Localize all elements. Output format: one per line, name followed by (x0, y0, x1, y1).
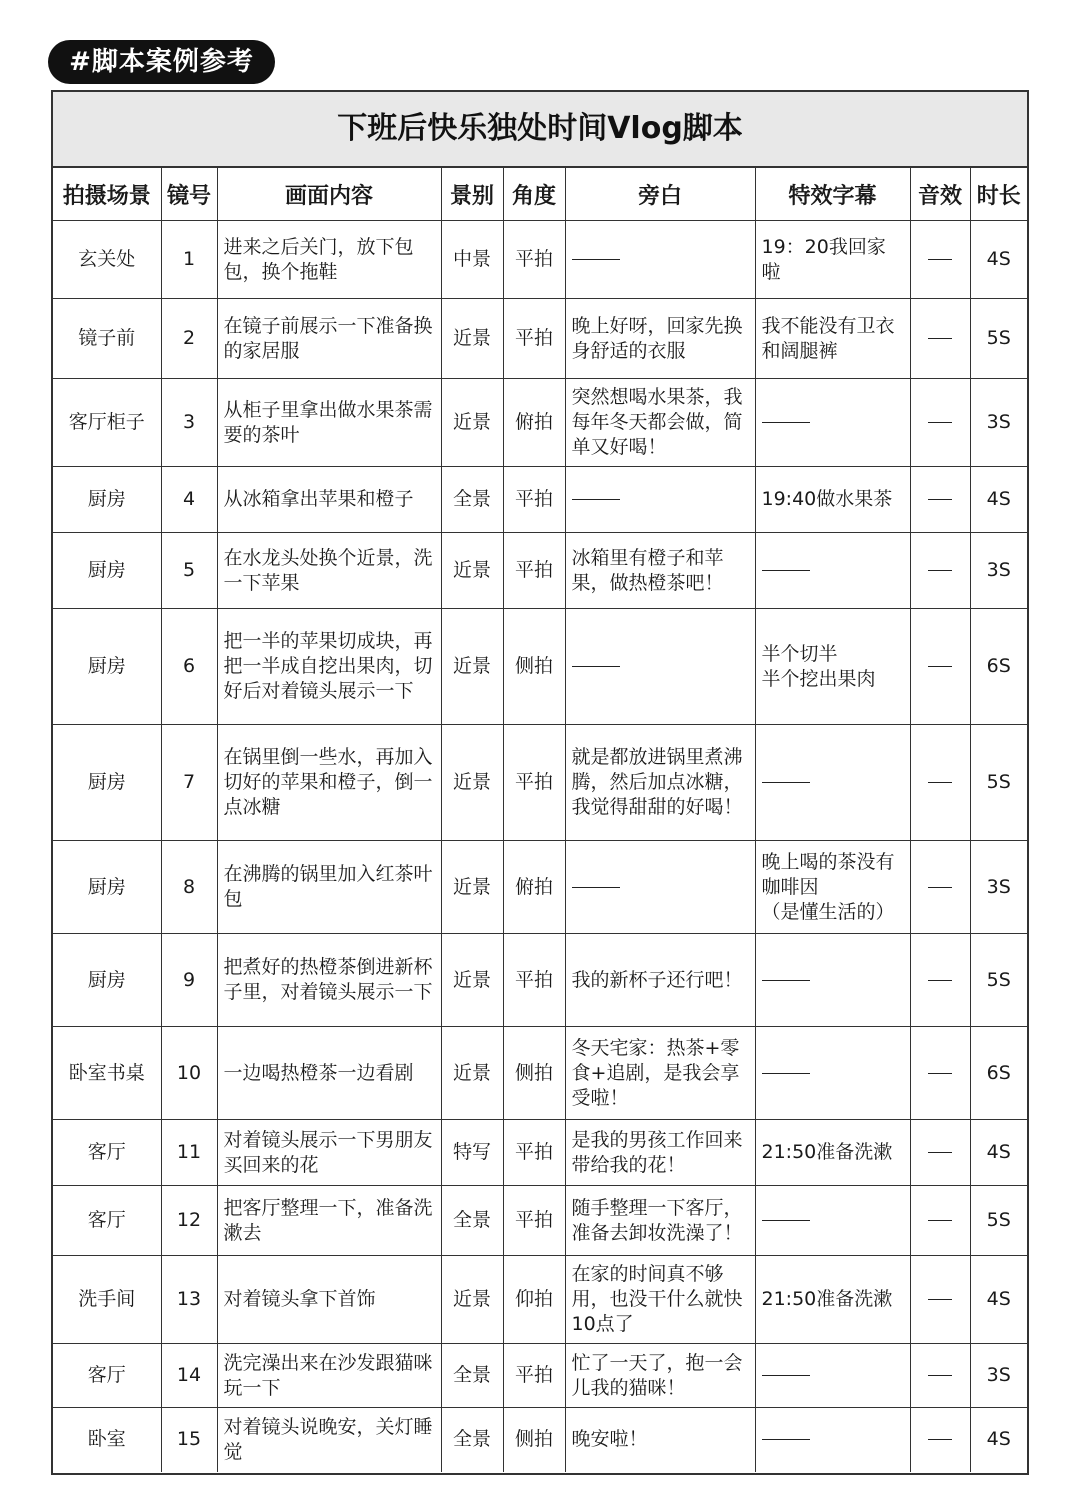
empty-dash (762, 1375, 810, 1376)
empty-dash (928, 259, 952, 260)
cell-narration: 就是都放进锅里煮沸腾，然后加点冰糖，我觉得甜甜的好喝！ (565, 725, 755, 841)
empty-dash (928, 782, 952, 783)
cell-content: 对着镜头展示一下男朋友买回来的花 (217, 1120, 441, 1186)
cell-duration: 3S (970, 841, 1027, 934)
cell-narration: 冰箱里有橙子和苹果，做热橙茶吧！ (565, 533, 755, 609)
section-tag: #脚本案例参考 (48, 40, 275, 84)
cell-sfx (910, 725, 970, 841)
empty-dash (762, 422, 810, 423)
cell-subtitle (755, 1344, 910, 1408)
table-row (53, 725, 1027, 841)
cell-scene: 客厅 (53, 1186, 161, 1256)
empty-dash (928, 980, 952, 981)
cell-shot-size: 近景 (441, 533, 503, 609)
table-row (53, 533, 1027, 609)
cell-shot-size: 全景 (441, 1408, 503, 1472)
script-table (53, 168, 1027, 1472)
empty-dash (928, 1375, 952, 1376)
cell-duration: 3S (970, 379, 1027, 467)
col-header-content: 画面内容 (217, 168, 441, 221)
cell-sfx (910, 1027, 970, 1120)
cell-content: 洗完澡出来在沙发跟猫咪玩一下 (217, 1344, 441, 1408)
cell-content: 从冰箱拿出苹果和橙子 (217, 467, 441, 533)
cell-subtitle-line: 半个切半 (761, 642, 838, 665)
cell-sfx (910, 934, 970, 1027)
table-row (53, 1408, 1027, 1472)
cell-duration: 5S (970, 725, 1027, 841)
cell-duration: 3S (970, 533, 1027, 609)
cell-shot: 10 (161, 1027, 217, 1120)
cell-duration: 4S (970, 221, 1027, 299)
table-row (53, 934, 1027, 1027)
cell-scene: 洗手间 (53, 1256, 161, 1344)
col-header-shot: 镜号 (161, 168, 217, 221)
cell-narration: 是我的男孩工作回来带给我的花！ (565, 1120, 755, 1186)
empty-dash (928, 666, 952, 667)
cell-angle: 侧拍 (503, 1408, 565, 1472)
cell-subtitle: 21:50准备洗漱 (755, 1120, 910, 1186)
cell-angle: 俯拍 (503, 379, 565, 467)
cell-narration: 晚安啦！ (565, 1408, 755, 1472)
empty-dash (762, 570, 810, 571)
cell-narration: 晚上好呀，回家先换身舒适的衣服 (565, 299, 755, 379)
cell-scene: 厨房 (53, 467, 161, 533)
col-header-subtitle: 特效字幕 (755, 168, 910, 221)
cell-shot-size: 近景 (441, 379, 503, 467)
cell-shot-size: 特写 (441, 1120, 503, 1186)
cell-sfx (910, 533, 970, 609)
cell-subtitle: 19:40做水果茶 (755, 467, 910, 533)
cell-sfx (910, 609, 970, 725)
cell-subtitle: 我不能没有卫衣和阔腿裤 (755, 299, 910, 379)
cell-subtitle-line: （是懂生活的） (761, 900, 895, 923)
cell-scene: 客厅柜子 (53, 379, 161, 467)
empty-dash (762, 980, 810, 981)
cell-sfx (910, 1408, 970, 1472)
cell-angle: 平拍 (503, 533, 565, 609)
cell-duration: 4S (970, 1408, 1027, 1472)
cell-shot: 4 (161, 467, 217, 533)
cell-shot: 1 (161, 221, 217, 299)
cell-scene: 厨房 (53, 533, 161, 609)
cell-subtitle (755, 1408, 910, 1472)
col-header-narration: 旁白 (565, 168, 755, 221)
cell-angle: 平拍 (503, 934, 565, 1027)
cell-sfx (910, 1120, 970, 1186)
cell-content: 把煮好的热橙茶倒进新杯子里，对着镜头展示一下 (217, 934, 441, 1027)
cell-subtitle: 19：20我回家啦 (755, 221, 910, 299)
cell-duration: 4S (970, 1120, 1027, 1186)
cell-scene: 厨房 (53, 609, 161, 725)
cell-sfx (910, 467, 970, 533)
empty-dash (928, 338, 952, 339)
empty-dash (762, 1073, 810, 1074)
empty-dash (572, 499, 620, 500)
cell-scene: 厨房 (53, 725, 161, 841)
table-row (53, 841, 1027, 934)
cell-shot: 12 (161, 1186, 217, 1256)
script-body (53, 221, 1027, 1472)
table-row (53, 1256, 1027, 1344)
table-row (53, 221, 1027, 299)
empty-dash (572, 887, 620, 888)
empty-dash (762, 1439, 810, 1440)
cell-shot: 6 (161, 609, 217, 725)
cell-content: 在镜子前展示一下准备换的家居服 (217, 299, 441, 379)
cell-subtitle (755, 725, 910, 841)
cell-angle: 侧拍 (503, 1027, 565, 1120)
cell-shot-size: 近景 (441, 1256, 503, 1344)
cell-sfx (910, 1186, 970, 1256)
cell-sfx (910, 379, 970, 467)
cell-content: 对着镜头说晚安，关灯睡觉 (217, 1408, 441, 1472)
cell-scene: 玄关处 (53, 221, 161, 299)
cell-duration: 5S (970, 934, 1027, 1027)
cell-duration: 6S (970, 1027, 1027, 1120)
cell-narration: 随手整理一下客厅，准备去卸妆洗澡了！ (565, 1186, 755, 1256)
cell-shot: 14 (161, 1344, 217, 1408)
cell-angle: 平拍 (503, 1120, 565, 1186)
cell-sfx (910, 299, 970, 379)
cell-duration: 3S (970, 1344, 1027, 1408)
cell-shot-size: 全景 (441, 1344, 503, 1408)
cell-shot: 13 (161, 1256, 217, 1344)
cell-shot: 5 (161, 533, 217, 609)
cell-shot-size: 近景 (441, 1027, 503, 1120)
col-header-sfx: 音效 (910, 168, 970, 221)
empty-dash (928, 1152, 952, 1153)
cell-angle: 平拍 (503, 1344, 565, 1408)
cell-angle: 平拍 (503, 467, 565, 533)
cell-shot-size: 全景 (441, 467, 503, 533)
cell-shot: 9 (161, 934, 217, 1027)
cell-scene: 厨房 (53, 841, 161, 934)
cell-scene: 厨房 (53, 934, 161, 1027)
cell-content: 在锅里倒一些水，再加入切好的苹果和橙子，倒一点冰糖 (217, 725, 441, 841)
col-header-scene: 拍摄场景 (53, 168, 161, 221)
empty-dash (928, 1073, 952, 1074)
cell-narration: 在家的时间真不够用，也没干什么就快10点了 (565, 1256, 755, 1344)
empty-dash (762, 782, 810, 783)
empty-dash (928, 1220, 952, 1221)
cell-content: 从柜子里拿出做水果茶需要的茶叶 (217, 379, 441, 467)
cell-scene: 卧室 (53, 1408, 161, 1472)
cell-subtitle (755, 1027, 910, 1120)
empty-dash (928, 422, 952, 423)
cell-subtitle-line: 晚上喝的茶没有咖啡因 (761, 850, 895, 898)
table-row (53, 1120, 1027, 1186)
cell-scene: 镜子前 (53, 299, 161, 379)
cell-content: 在沸腾的锅里加入红茶叶包 (217, 841, 441, 934)
cell-shot-size: 近景 (441, 934, 503, 1027)
cell-subtitle: 21:50准备洗漱 (755, 1256, 910, 1344)
cell-subtitle (755, 841, 910, 934)
cell-shot-size: 近景 (441, 725, 503, 841)
table-row (53, 379, 1027, 467)
empty-dash (572, 666, 620, 667)
cell-duration: 5S (970, 1186, 1027, 1256)
cell-narration: 忙了一天了，抱一会儿我的猫咪！ (565, 1344, 755, 1408)
cell-subtitle (755, 379, 910, 467)
cell-shot: 3 (161, 379, 217, 467)
cell-narration: 突然想喝水果茶，我每年冬天都会做，简单又好喝！ (565, 379, 755, 467)
cell-subtitle (755, 609, 910, 725)
table-row (53, 609, 1027, 725)
cell-shot-size: 近景 (441, 841, 503, 934)
cell-angle: 侧拍 (503, 609, 565, 725)
cell-narration (565, 609, 755, 725)
cell-duration: 6S (970, 609, 1027, 725)
cell-subtitle-line: 半个挖出果肉 (761, 667, 876, 690)
empty-dash (928, 499, 952, 500)
cell-shot: 8 (161, 841, 217, 934)
cell-subtitle (755, 533, 910, 609)
cell-content: 在水龙头处换个近景，洗一下苹果 (217, 533, 441, 609)
cell-subtitle (755, 1186, 910, 1256)
cell-angle: 平拍 (503, 725, 565, 841)
cell-duration: 4S (970, 467, 1027, 533)
empty-dash (572, 259, 620, 260)
cell-shot-size: 近景 (441, 609, 503, 725)
cell-narration: 冬天宅家：热茶+零食+追剧，是我会享受啦！ (565, 1027, 755, 1120)
cell-subtitle (755, 934, 910, 1027)
empty-dash (928, 1299, 952, 1300)
cell-narration (565, 467, 755, 533)
cell-shot: 7 (161, 725, 217, 841)
cell-sfx (910, 1256, 970, 1344)
col-header-duration: 时长 (970, 168, 1027, 221)
table-row (53, 299, 1027, 379)
cell-shot: 2 (161, 299, 217, 379)
cell-content: 进来之后关门，放下包包，换个拖鞋 (217, 221, 441, 299)
cell-angle: 平拍 (503, 299, 565, 379)
cell-duration: 5S (970, 299, 1027, 379)
cell-angle: 平拍 (503, 1186, 565, 1256)
cell-shot: 11 (161, 1120, 217, 1186)
cell-narration (565, 841, 755, 934)
cell-narration (565, 221, 755, 299)
cell-scene: 客厅 (53, 1120, 161, 1186)
col-header-angle: 角度 (503, 168, 565, 221)
cell-content: 一边喝热橙茶一边看剧 (217, 1027, 441, 1120)
empty-dash (762, 1220, 810, 1221)
cell-scene: 卧室书桌 (53, 1027, 161, 1120)
table-row (53, 1186, 1027, 1256)
cell-narration: 我的新杯子还行吧！ (565, 934, 755, 1027)
empty-dash (928, 1439, 952, 1440)
cell-angle: 仰拍 (503, 1256, 565, 1344)
col-header-size: 景别 (441, 168, 503, 221)
empty-dash (928, 887, 952, 888)
empty-dash (928, 570, 952, 571)
cell-sfx (910, 221, 970, 299)
table-row (53, 1344, 1027, 1408)
cell-sfx (910, 841, 970, 934)
header-row (53, 168, 1027, 221)
cell-shot: 15 (161, 1408, 217, 1472)
script-sheet (51, 90, 1029, 1475)
cell-scene: 客厅 (53, 1344, 161, 1408)
cell-content: 把一半的苹果切成块，再把一半成自挖出果肉，切好后对着镜头展示一下 (217, 609, 441, 725)
cell-angle: 俯拍 (503, 841, 565, 934)
cell-sfx (910, 1344, 970, 1408)
cell-content: 把客厅整理一下，准备洗漱去 (217, 1186, 441, 1256)
cell-shot-size: 中景 (441, 221, 503, 299)
script-title: 下班后快乐独处时间Vlog脚本 (53, 92, 1027, 168)
cell-shot-size: 全景 (441, 1186, 503, 1256)
table-row (53, 1027, 1027, 1120)
cell-angle: 平拍 (503, 221, 565, 299)
table-row (53, 467, 1027, 533)
cell-shot-size: 近景 (441, 299, 503, 379)
cell-content: 对着镜头拿下首饰 (217, 1256, 441, 1344)
cell-duration: 4S (970, 1256, 1027, 1344)
